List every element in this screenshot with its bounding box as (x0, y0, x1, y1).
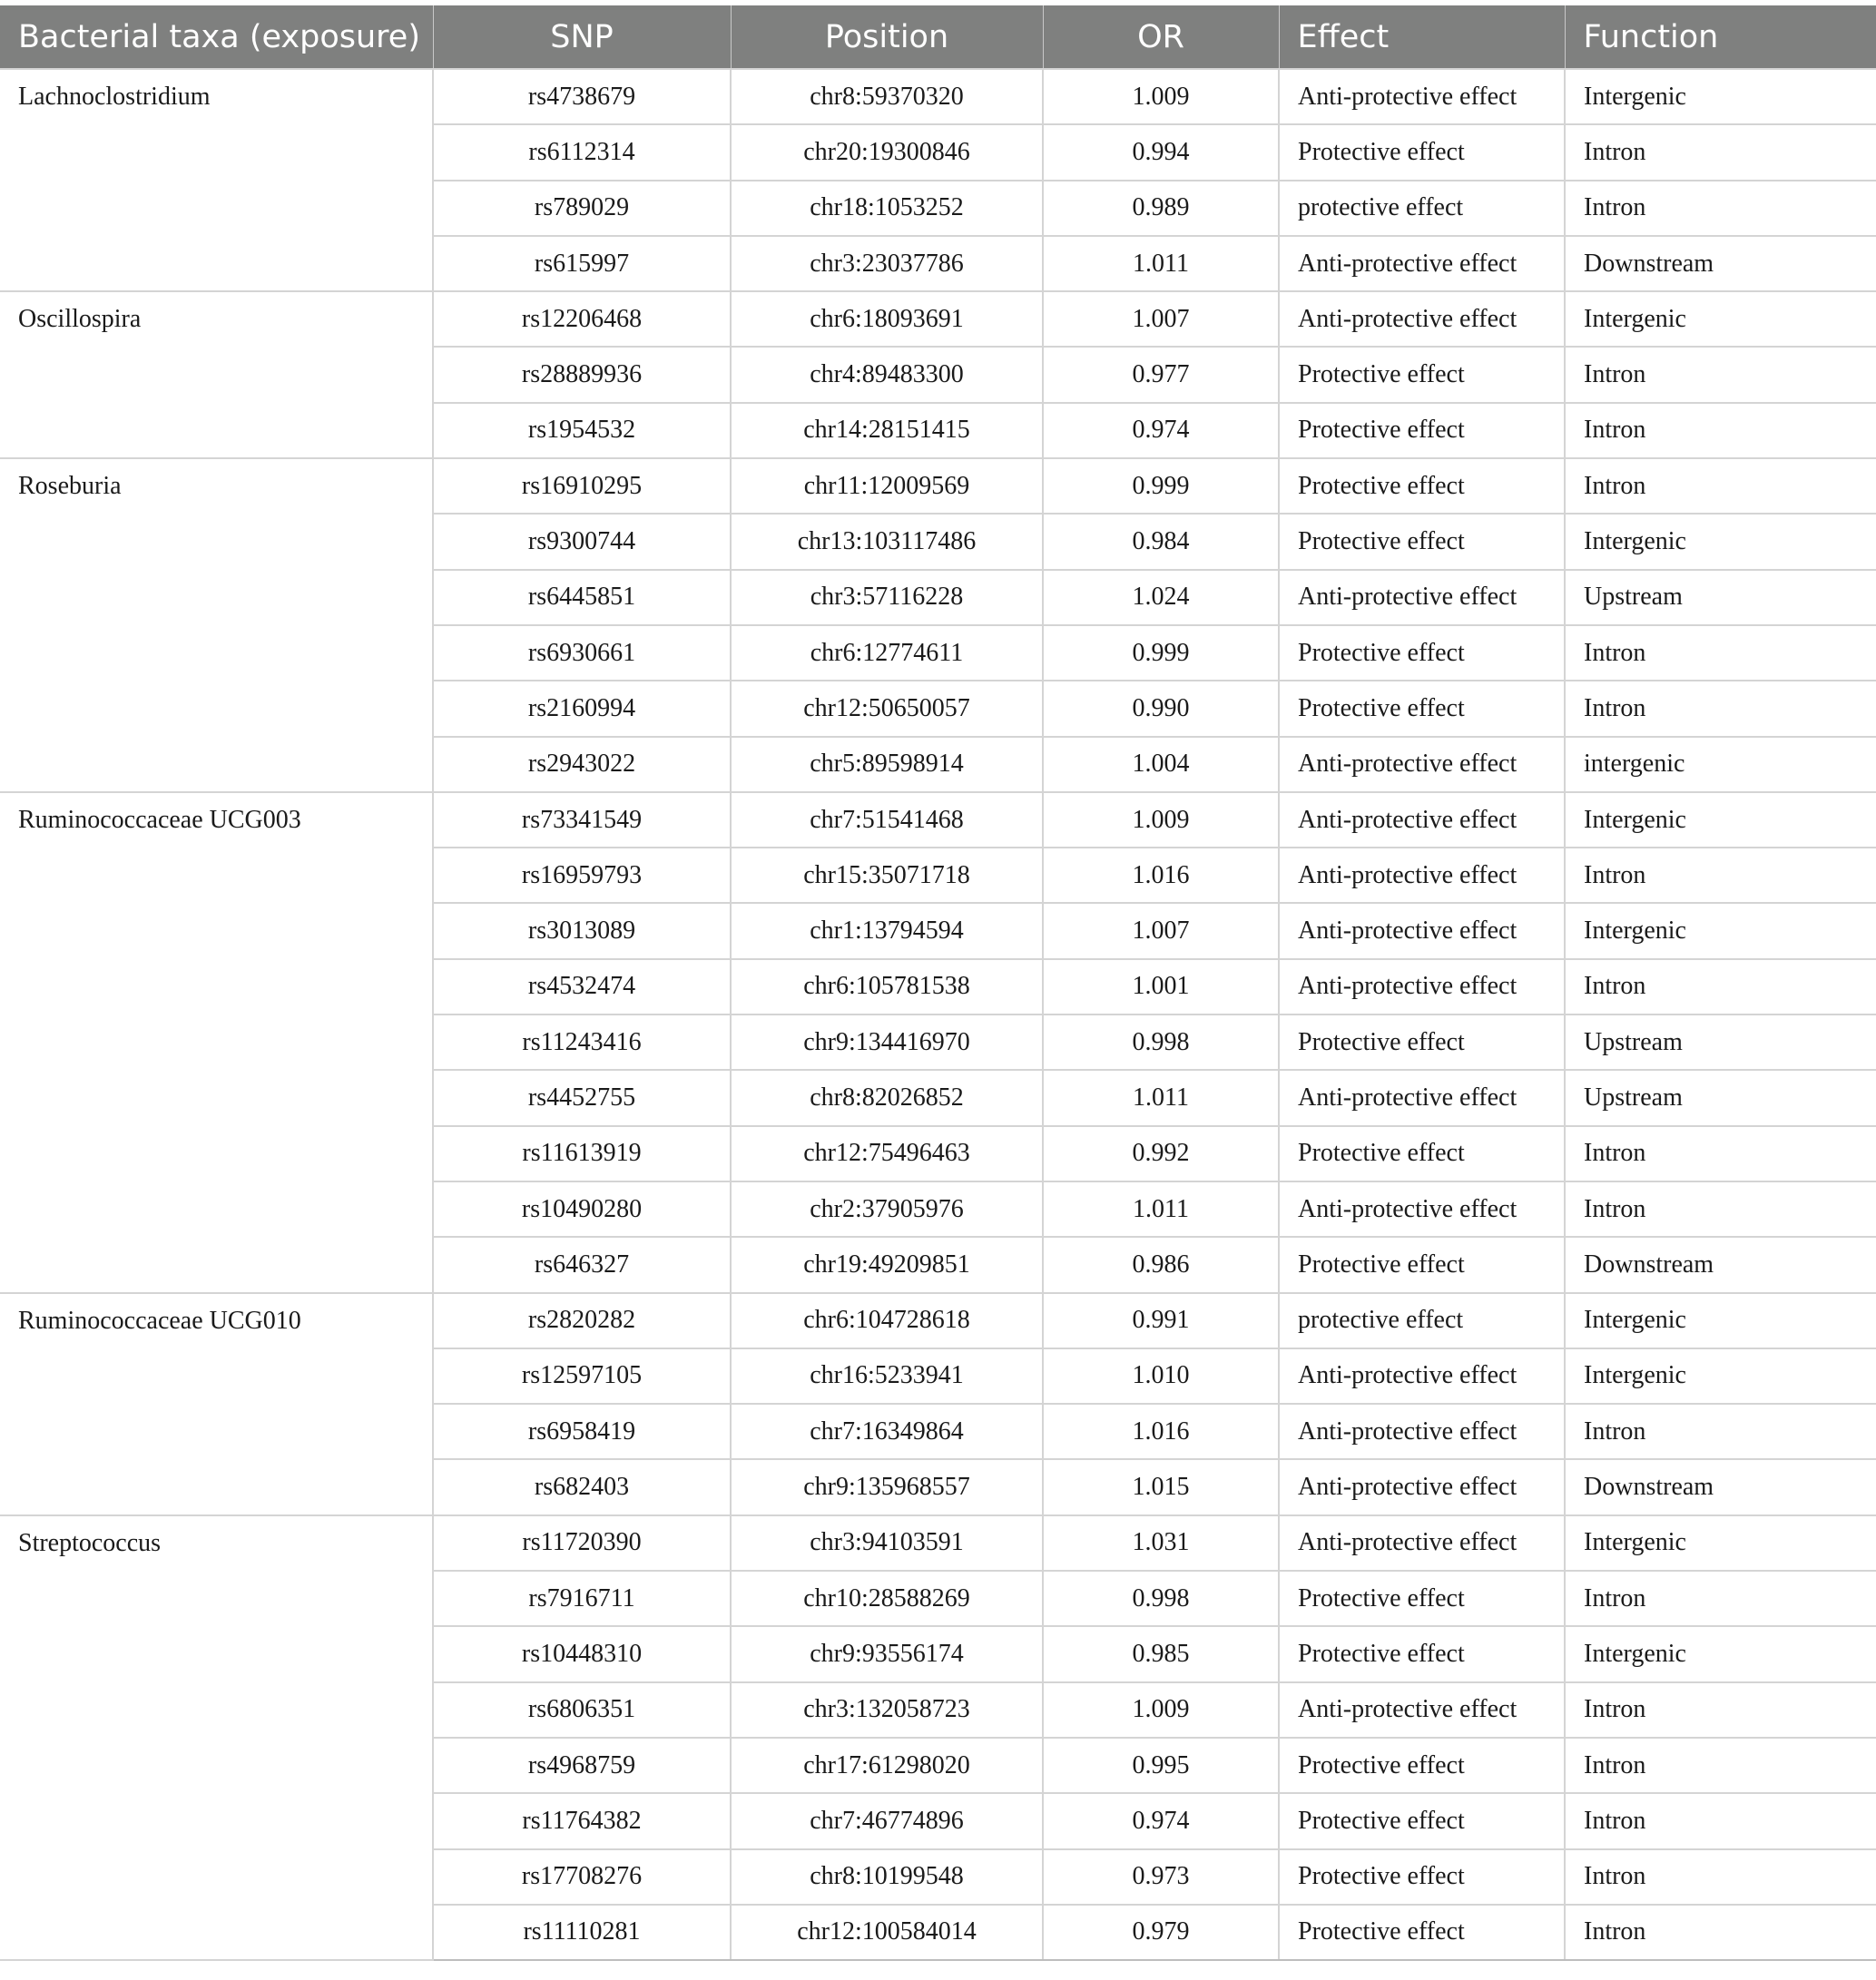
function-cell: Intron (1565, 848, 1876, 903)
or-cell: 1.016 (1043, 848, 1279, 903)
header-snp: SNP (433, 5, 731, 69)
function-cell: Intron (1565, 959, 1876, 1015)
or-cell: 0.986 (1043, 1237, 1279, 1292)
function-cell: Intron (1565, 347, 1876, 402)
header-effect: Effect (1279, 5, 1565, 69)
table-row (0, 458, 1876, 514)
table-row (0, 291, 1876, 347)
position-cell: chr7:46774896 (731, 1793, 1043, 1848)
or-cell: 0.998 (1043, 1015, 1279, 1070)
function-cell: Intron (1565, 124, 1876, 180)
snp-cell: rs4532474 (433, 959, 731, 1015)
snp-cell: rs17708276 (433, 1849, 731, 1905)
taxon-cell: Roseburia (0, 458, 433, 792)
effect-cell: Protective effect (1279, 681, 1565, 736)
effect-cell: Anti-protective effect (1279, 291, 1565, 347)
snp-cell: rs6806351 (433, 1682, 731, 1738)
or-cell: 1.004 (1043, 737, 1279, 792)
function-cell: Intron (1565, 1404, 1876, 1459)
snp-cell: rs12206468 (433, 291, 731, 347)
position-cell: chr7:51541468 (731, 792, 1043, 848)
effect-cell: Protective effect (1279, 1571, 1565, 1626)
position-cell: chr8:10199548 (731, 1849, 1043, 1905)
position-cell: chr8:82026852 (731, 1070, 1043, 1125)
effect-cell: Anti-protective effect (1279, 792, 1565, 848)
position-cell: chr3:57116228 (731, 570, 1043, 625)
or-cell: 1.024 (1043, 570, 1279, 625)
position-cell: chr5:89598914 (731, 737, 1043, 792)
snp-table-container (0, 5, 1876, 1961)
function-cell: Intron (1565, 458, 1876, 514)
or-cell: 1.011 (1043, 236, 1279, 291)
snp-cell: rs6112314 (433, 124, 731, 180)
effect-cell: Protective effect (1279, 1793, 1565, 1848)
function-cell: intergenic (1565, 737, 1876, 792)
snp-cell: rs11764382 (433, 1793, 731, 1848)
position-cell: chr8:59370320 (731, 69, 1043, 124)
function-cell: Upstream (1565, 570, 1876, 625)
function-cell: Intron (1565, 681, 1876, 736)
snp-cell: rs28889936 (433, 347, 731, 402)
position-cell: chr9:93556174 (731, 1626, 1043, 1681)
position-cell: chr1:13794594 (731, 903, 1043, 958)
position-cell: chr6:105781538 (731, 959, 1043, 1015)
or-cell: 0.990 (1043, 681, 1279, 736)
snp-cell: rs12597105 (433, 1348, 731, 1404)
effect-cell: Protective effect (1279, 625, 1565, 681)
snp-cell: rs11243416 (433, 1015, 731, 1070)
function-cell: Intergenic (1565, 1348, 1876, 1404)
position-cell: chr9:135968557 (731, 1459, 1043, 1514)
function-cell: Intergenic (1565, 1626, 1876, 1681)
effect-cell: Protective effect (1279, 1626, 1565, 1681)
position-cell: chr11:12009569 (731, 458, 1043, 514)
effect-cell: Protective effect (1279, 1237, 1565, 1292)
header-or: OR (1043, 5, 1279, 69)
function-cell: Intergenic (1565, 291, 1876, 347)
effect-cell: Anti-protective effect (1279, 570, 1565, 625)
effect-cell: Protective effect (1279, 458, 1565, 514)
effect-cell: Anti-protective effect (1279, 959, 1565, 1015)
or-cell: 0.979 (1043, 1905, 1279, 1960)
effect-cell: Anti-protective effect (1279, 903, 1565, 958)
function-cell: Intron (1565, 181, 1876, 236)
position-cell: chr12:75496463 (731, 1126, 1043, 1181)
effect-cell: Protective effect (1279, 1126, 1565, 1181)
or-cell: 0.999 (1043, 625, 1279, 681)
or-cell: 0.994 (1043, 124, 1279, 180)
function-cell: Intron (1565, 1571, 1876, 1626)
effect-cell: Anti-protective effect (1279, 1404, 1565, 1459)
or-cell: 0.989 (1043, 181, 1279, 236)
or-cell: 0.974 (1043, 403, 1279, 458)
function-cell: Intron (1565, 625, 1876, 681)
snp-cell: rs9300744 (433, 514, 731, 569)
position-cell: chr3:132058723 (731, 1682, 1043, 1738)
function-cell: Downstream (1565, 236, 1876, 291)
position-cell: chr17:61298020 (731, 1738, 1043, 1793)
snp-cell: rs615997 (433, 236, 731, 291)
table-body (0, 69, 1876, 1960)
snp-cell: rs6930661 (433, 625, 731, 681)
header-bacterial-taxa: Bacterial taxa (exposure) (0, 5, 433, 69)
effect-cell: Anti-protective effect (1279, 236, 1565, 291)
function-cell: Intron (1565, 1849, 1876, 1905)
snp-cell: rs646327 (433, 1237, 731, 1292)
or-cell: 1.007 (1043, 903, 1279, 958)
function-cell: Intergenic (1565, 903, 1876, 958)
effect-cell: Anti-protective effect (1279, 848, 1565, 903)
position-cell: chr13:103117486 (731, 514, 1043, 569)
effect-cell: Anti-protective effect (1279, 1682, 1565, 1738)
or-cell: 1.011 (1043, 1070, 1279, 1125)
effect-cell: Protective effect (1279, 347, 1565, 402)
position-cell: chr9:134416970 (731, 1015, 1043, 1070)
position-cell: chr12:100584014 (731, 1905, 1043, 1960)
snp-cell: rs7916711 (433, 1571, 731, 1626)
or-cell: 0.984 (1043, 514, 1279, 569)
position-cell: chr14:28151415 (731, 403, 1043, 458)
function-cell: Intron (1565, 1126, 1876, 1181)
effect-cell: Protective effect (1279, 1849, 1565, 1905)
snp-cell: rs4452755 (433, 1070, 731, 1125)
or-cell: 1.007 (1043, 291, 1279, 347)
effect-cell: Anti-protective effect (1279, 737, 1565, 792)
effect-cell: Protective effect (1279, 403, 1565, 458)
effect-cell: Anti-protective effect (1279, 1515, 1565, 1571)
effect-cell: Anti-protective effect (1279, 1348, 1565, 1404)
snp-table (0, 5, 1876, 1961)
function-cell: Intron (1565, 1682, 1876, 1738)
position-cell: chr12:50650057 (731, 681, 1043, 736)
snp-cell: rs10490280 (433, 1181, 731, 1237)
position-cell: chr6:12774611 (731, 625, 1043, 681)
effect-cell: Anti-protective effect (1279, 1181, 1565, 1237)
position-cell: chr20:19300846 (731, 124, 1043, 180)
snp-cell: rs2160994 (433, 681, 731, 736)
taxon-cell: Oscillospira (0, 291, 433, 458)
effect-cell: Anti-protective effect (1279, 1070, 1565, 1125)
taxon-cell: Ruminococcaceae UCG003 (0, 792, 433, 1293)
table-row (0, 792, 1876, 848)
function-cell: Intergenic (1565, 1293, 1876, 1348)
position-cell: chr18:1053252 (731, 181, 1043, 236)
function-cell: Intergenic (1565, 1515, 1876, 1571)
taxon-cell: Ruminococcaceae UCG010 (0, 1293, 433, 1515)
or-cell: 1.001 (1043, 959, 1279, 1015)
snp-cell: rs11720390 (433, 1515, 731, 1571)
snp-cell: rs11613919 (433, 1126, 731, 1181)
header-position: Position (731, 5, 1043, 69)
function-cell: Intron (1565, 1793, 1876, 1848)
snp-cell: rs2943022 (433, 737, 731, 792)
effect-cell: protective effect (1279, 1293, 1565, 1348)
effect-cell: Protective effect (1279, 514, 1565, 569)
position-cell: chr3:94103591 (731, 1515, 1043, 1571)
effect-cell: Protective effect (1279, 124, 1565, 180)
snp-cell: rs16910295 (433, 458, 731, 514)
or-cell: 1.015 (1043, 1459, 1279, 1514)
snp-cell: rs73341549 (433, 792, 731, 848)
or-cell: 1.011 (1043, 1181, 1279, 1237)
or-cell: 0.995 (1043, 1738, 1279, 1793)
effect-cell: Anti-protective effect (1279, 1459, 1565, 1514)
snp-cell: rs16959793 (433, 848, 731, 903)
or-cell: 0.998 (1043, 1571, 1279, 1626)
position-cell: chr3:23037786 (731, 236, 1043, 291)
or-cell: 1.009 (1043, 69, 1279, 124)
table-row (0, 1293, 1876, 1348)
or-cell: 1.031 (1043, 1515, 1279, 1571)
header-row (0, 5, 1876, 69)
table-header (0, 5, 1876, 69)
or-cell: 0.999 (1043, 458, 1279, 514)
header-function: Function (1565, 5, 1876, 69)
position-cell: chr6:104728618 (731, 1293, 1043, 1348)
position-cell: chr7:16349864 (731, 1404, 1043, 1459)
table-row (0, 1515, 1876, 1571)
or-cell: 1.009 (1043, 792, 1279, 848)
snp-cell: rs6958419 (433, 1404, 731, 1459)
function-cell: Downstream (1565, 1459, 1876, 1514)
or-cell: 0.973 (1043, 1849, 1279, 1905)
function-cell: Upstream (1565, 1015, 1876, 1070)
snp-cell: rs11110281 (433, 1905, 731, 1960)
snp-cell: rs682403 (433, 1459, 731, 1514)
function-cell: Intron (1565, 403, 1876, 458)
position-cell: chr6:18093691 (731, 291, 1043, 347)
or-cell: 0.974 (1043, 1793, 1279, 1848)
function-cell: Upstream (1565, 1070, 1876, 1125)
or-cell: 0.991 (1043, 1293, 1279, 1348)
position-cell: chr10:28588269 (731, 1571, 1043, 1626)
table-row (0, 69, 1876, 124)
effect-cell: Anti-protective effect (1279, 69, 1565, 124)
or-cell: 1.009 (1043, 1682, 1279, 1738)
or-cell: 0.992 (1043, 1126, 1279, 1181)
function-cell: Intergenic (1565, 69, 1876, 124)
position-cell: chr16:5233941 (731, 1348, 1043, 1404)
taxon-cell: Streptococcus (0, 1515, 433, 1960)
snp-cell: rs4968759 (433, 1738, 731, 1793)
position-cell: chr19:49209851 (731, 1237, 1043, 1292)
snp-cell: rs3013089 (433, 903, 731, 958)
position-cell: chr2:37905976 (731, 1181, 1043, 1237)
snp-cell: rs789029 (433, 181, 731, 236)
function-cell: Downstream (1565, 1237, 1876, 1292)
snp-cell: rs2820282 (433, 1293, 731, 1348)
effect-cell: Protective effect (1279, 1738, 1565, 1793)
position-cell: chr15:35071718 (731, 848, 1043, 903)
or-cell: 1.016 (1043, 1404, 1279, 1459)
snp-cell: rs10448310 (433, 1626, 731, 1681)
function-cell: Intron (1565, 1738, 1876, 1793)
effect-cell: Protective effect (1279, 1015, 1565, 1070)
snp-cell: rs4738679 (433, 69, 731, 124)
taxon-cell: Lachnoclostridium (0, 69, 433, 291)
or-cell: 0.977 (1043, 347, 1279, 402)
function-cell: Intron (1565, 1905, 1876, 1960)
effect-cell: Protective effect (1279, 1905, 1565, 1960)
function-cell: Intron (1565, 1181, 1876, 1237)
snp-cell: rs6445851 (433, 570, 731, 625)
or-cell: 1.010 (1043, 1348, 1279, 1404)
or-cell: 0.985 (1043, 1626, 1279, 1681)
function-cell: Intergenic (1565, 514, 1876, 569)
function-cell: Intergenic (1565, 792, 1876, 848)
snp-cell: rs1954532 (433, 403, 731, 458)
position-cell: chr4:89483300 (731, 347, 1043, 402)
effect-cell: protective effect (1279, 181, 1565, 236)
